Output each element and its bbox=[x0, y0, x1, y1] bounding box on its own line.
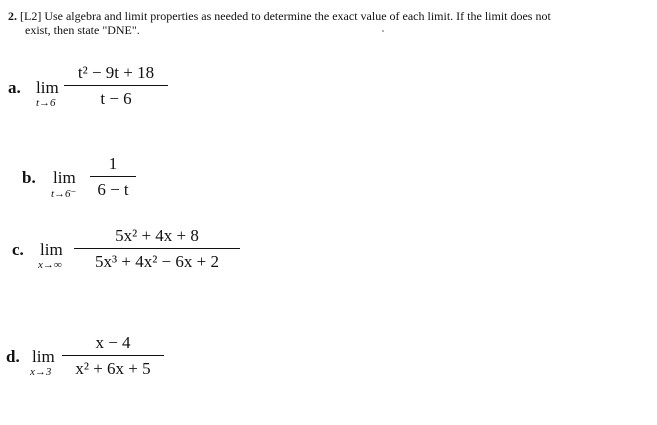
part-a-lim: lim bbox=[36, 78, 59, 97]
part-b-numerator: 1 bbox=[108, 154, 118, 173]
part-a-label: a. bbox=[8, 78, 21, 97]
part-d-label: d. bbox=[6, 347, 20, 366]
part-a-fraction-bar bbox=[64, 85, 168, 86]
problem-text-line2: exist, then state "DNE". bbox=[25, 23, 140, 37]
part-a-denominator: t − 6 bbox=[100, 89, 132, 108]
part-d-fraction bbox=[62, 333, 164, 379]
part-a-numerator: t² − 9t + 18 bbox=[77, 63, 155, 82]
part-b-lim: lim bbox=[53, 168, 76, 187]
part-a-subscript: t→6 bbox=[36, 97, 56, 109]
part-d-subscript: x→3 bbox=[30, 366, 52, 378]
part-c-fraction bbox=[74, 226, 240, 272]
problem-statement bbox=[8, 9, 638, 37]
part-c-numerator: 5x² + 4x + 8 bbox=[115, 226, 199, 245]
part-c-lim: lim bbox=[40, 240, 63, 259]
part-c-label: c. bbox=[12, 240, 24, 259]
part-c-denominator: 5x³ + 4x² − 6x + 2 bbox=[95, 252, 219, 271]
part-d-lim: lim bbox=[32, 347, 55, 366]
part-c-subscript: x→∞ bbox=[38, 259, 62, 271]
part-a-fraction bbox=[64, 63, 168, 109]
part-b-label: b. bbox=[22, 168, 36, 187]
part-b-subscript: t→6⁻ bbox=[51, 188, 77, 200]
part-b-fraction bbox=[90, 154, 136, 200]
part-b-denominator: 6 − t bbox=[97, 180, 129, 199]
problem-text-line1: [L2] Use algebra and limit properties as needed to determine the exact value of each limit. If the limit does not bbox=[20, 9, 551, 23]
problem-number: 2. bbox=[8, 9, 17, 23]
part-d-numerator: x − 4 bbox=[95, 333, 131, 352]
part-d-fraction-bar bbox=[62, 355, 164, 356]
part-c-fraction-bar bbox=[74, 248, 240, 249]
stray-dot bbox=[382, 30, 384, 32]
part-b-fraction-bar bbox=[90, 176, 136, 177]
part-d-denominator: x² + 6x + 5 bbox=[75, 359, 151, 378]
